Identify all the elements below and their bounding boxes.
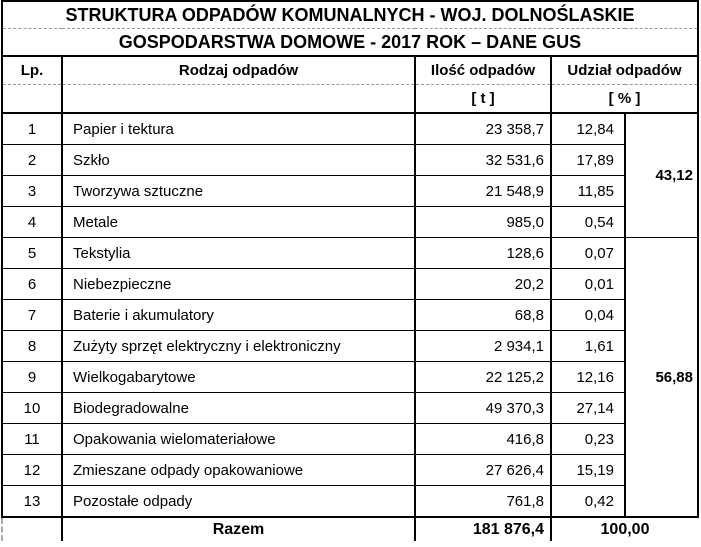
cell-waste-type: Tworzywa sztuczne bbox=[62, 176, 415, 207]
cell-waste-type: Wielkogabarytowe bbox=[62, 362, 415, 393]
cell-waste-type: Zużyty sprzęt elektryczny i elektroniczny bbox=[62, 331, 415, 362]
cell-waste-type: Papier i tektura bbox=[62, 113, 415, 145]
total-row bbox=[2, 517, 698, 541]
cell-amount: 23 358,7 bbox=[415, 113, 551, 145]
cell-amount: 416,8 bbox=[415, 424, 551, 455]
cell-lp: 2 bbox=[2, 145, 62, 176]
table-row bbox=[2, 269, 698, 300]
col-header-share: Udział odpadów bbox=[551, 56, 698, 85]
cell-amount: 985,0 bbox=[415, 207, 551, 238]
unit-amount: [ t ] bbox=[415, 85, 551, 114]
group-share-cell: 43,12 bbox=[625, 113, 698, 238]
col-header-waste-type: Rodzaj odpadów bbox=[62, 56, 415, 85]
cell-lp: 3 bbox=[2, 176, 62, 207]
units-row bbox=[2, 85, 698, 114]
cell-waste-type: Biodegradowalne bbox=[62, 393, 415, 424]
col-header-lp: Lp. bbox=[2, 56, 62, 85]
cell-amount: 2 934,1 bbox=[415, 331, 551, 362]
cell-amount: 32 531,6 bbox=[415, 145, 551, 176]
table-row bbox=[2, 238, 698, 269]
cell-amount: 22 125,2 bbox=[415, 362, 551, 393]
cell-lp: 1 bbox=[2, 113, 62, 145]
cell-lp: 6 bbox=[2, 269, 62, 300]
column-header-row bbox=[2, 56, 698, 85]
total-label: Razem bbox=[62, 517, 415, 541]
cell-amount: 761,8 bbox=[415, 486, 551, 518]
cell-lp: 10 bbox=[2, 393, 62, 424]
cell-share: 11,85 bbox=[551, 176, 625, 207]
empty-cell bbox=[62, 85, 415, 114]
cell-waste-type: Baterie i akumulatory bbox=[62, 300, 415, 331]
cell-waste-type: Zmieszane odpady opakowaniowe bbox=[62, 455, 415, 486]
cell-share: 27,14 bbox=[551, 393, 625, 424]
cell-lp: 4 bbox=[2, 207, 62, 238]
cell-amount: 128,6 bbox=[415, 238, 551, 269]
cell-amount: 68,8 bbox=[415, 300, 551, 331]
total-share: 100,00 bbox=[551, 517, 698, 541]
cell-share: 17,89 bbox=[551, 145, 625, 176]
total-amount: 181 876,4 bbox=[415, 517, 551, 541]
cell-waste-type: Opakowania wielomateriałowe bbox=[62, 424, 415, 455]
unit-share: [ % ] bbox=[551, 85, 698, 114]
table-row bbox=[2, 113, 698, 145]
cell-share: 0,42 bbox=[551, 486, 625, 518]
table-row bbox=[2, 486, 698, 518]
cell-lp: 5 bbox=[2, 238, 62, 269]
table-row bbox=[2, 455, 698, 486]
cell-lp: 13 bbox=[2, 486, 62, 518]
table-row bbox=[2, 393, 698, 424]
cell-waste-type: Pozostałe odpady bbox=[62, 486, 415, 518]
cell-share: 0,01 bbox=[551, 269, 625, 300]
table-row bbox=[2, 145, 698, 176]
cell-waste-type: Tekstylia bbox=[62, 238, 415, 269]
page-subtitle: GOSPODARSTWA DOMOWE - 2017 ROK – DANE GUS bbox=[2, 29, 698, 57]
empty-cell bbox=[2, 85, 62, 114]
cell-amount: 27 626,4 bbox=[415, 455, 551, 486]
cell-lp: 11 bbox=[2, 424, 62, 455]
cell-waste-type: Szkło bbox=[62, 145, 415, 176]
title-row-2 bbox=[2, 29, 698, 57]
cell-amount: 20,2 bbox=[415, 269, 551, 300]
cell-lp: 7 bbox=[2, 300, 62, 331]
cell-share: 0,23 bbox=[551, 424, 625, 455]
col-header-amount: Ilość odpadów bbox=[415, 56, 551, 85]
cell-lp: 8 bbox=[2, 331, 62, 362]
title-row-1 bbox=[2, 1, 698, 29]
cell-share: 0,07 bbox=[551, 238, 625, 269]
table-row bbox=[2, 207, 698, 238]
cell-share: 0,04 bbox=[551, 300, 625, 331]
group-share-cell: 56,88 bbox=[625, 238, 698, 518]
page-title: STRUKTURA ODPADÓW KOMUNALNYCH - WOJ. DOLNOŚLASKIE bbox=[2, 1, 698, 29]
cell-share: 0,54 bbox=[551, 207, 625, 238]
empty-cell bbox=[2, 517, 62, 541]
cell-waste-type: Niebezpieczne bbox=[62, 269, 415, 300]
table-row bbox=[2, 362, 698, 393]
cell-lp: 12 bbox=[2, 455, 62, 486]
cell-lp: 9 bbox=[2, 362, 62, 393]
waste-structure-table bbox=[1, 0, 699, 541]
cell-share: 12,84 bbox=[551, 113, 625, 145]
cell-share: 12,16 bbox=[551, 362, 625, 393]
table-row bbox=[2, 300, 698, 331]
cell-waste-type: Metale bbox=[62, 207, 415, 238]
cell-share: 15,19 bbox=[551, 455, 625, 486]
table-row bbox=[2, 176, 698, 207]
cell-amount: 49 370,3 bbox=[415, 393, 551, 424]
cell-amount: 21 548,9 bbox=[415, 176, 551, 207]
cell-share: 1,61 bbox=[551, 331, 625, 362]
table-row bbox=[2, 331, 698, 362]
table-row bbox=[2, 424, 698, 455]
